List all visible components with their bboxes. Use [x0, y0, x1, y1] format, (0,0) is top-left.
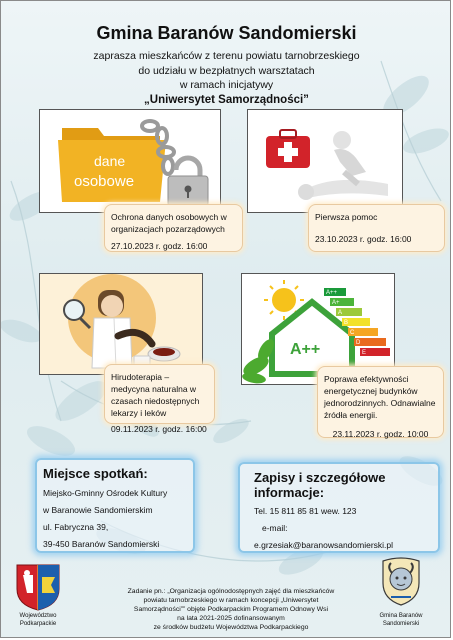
venue-line: Miejsko-Gminny Ośrodek Kultury	[43, 488, 168, 498]
footer-line: ze środków budżetu Województwa Podkarpackiego	[153, 624, 309, 631]
workshop-title: Ochrona danych osobowych w organizacjach pozarządowych	[111, 212, 227, 234]
funding-footer	[101, 587, 361, 632]
svg-text:B: B	[344, 320, 349, 326]
workshop-card-1	[104, 204, 243, 252]
baranow-coat-of-arms-icon	[379, 555, 423, 607]
footer-line: powiatu tarnobrzeskiego w ramach koncepcji „Uniwersytet	[143, 597, 319, 604]
folder-text-1: dane	[94, 153, 126, 169]
svg-text:E: E	[362, 350, 367, 356]
first-aid-illustration	[248, 110, 402, 212]
contact-email-label: e-mail:	[262, 523, 288, 533]
venue-address	[43, 485, 187, 553]
workshop-title: Poprawa efektywności energetycznej budynków jednorodzinnych. Odnawialne źródła energii.	[324, 374, 436, 420]
svg-text:D: D	[356, 340, 361, 346]
invitation-line-2: do udziału w bezpłatnych warsztatach	[138, 64, 315, 77]
footer-line: Zadanie pn.: „Organizacja ogólnodostępnych zajęć dla mieszkańców	[127, 588, 335, 595]
photo-hirudotherapy	[39, 273, 203, 375]
contact-heading-1: Zapisy i szczegółowe	[254, 470, 386, 485]
page-title: Gmina Baranów Sandomierski	[96, 23, 357, 43]
workshop-card-2	[308, 204, 445, 252]
invitation-line-3: w ramach inicjatywy	[179, 79, 274, 91]
svg-text:A: A	[338, 310, 343, 316]
venue-line: w Baranowie Sandomierskim	[43, 505, 153, 515]
photo-first-aid	[247, 109, 403, 213]
right-logo-label: Gmina Baranów Sandomierski	[379, 613, 423, 627]
workshop-date: 27.10.2023 r. godz. 16:00	[111, 241, 208, 251]
venue-line: 39-450 Baranów Sandomierski	[43, 539, 160, 549]
venue-heading: Miejsce spotkań:	[43, 466, 148, 481]
svg-text:A++: A++	[326, 290, 338, 296]
workshop-title: Pierwsza pomoc	[315, 212, 378, 222]
workshop-date: 23.10.2023 r. godz. 16:00	[315, 234, 412, 244]
venue-line: ul. Fabryczna 39,	[43, 522, 109, 532]
leech-therapy-illustration	[40, 274, 202, 374]
left-logo-label: Województwo Podkarpackie	[19, 613, 57, 627]
svg-text:A+: A+	[332, 300, 340, 306]
initiative-name: „Uniwersytet Samorządności”	[144, 93, 309, 106]
footer-line: na lata 2021-2025 dofinansowanym	[177, 615, 285, 622]
contact-heading-2: informacje:	[254, 485, 325, 500]
folder-lock-illustration	[40, 110, 220, 212]
photo-data-folder	[39, 109, 221, 213]
workshop-date: 23.11.2023 r. godz. 10:00	[332, 429, 429, 439]
invitation-line-1: zaprasza mieszkańców z terenu powiatu tarnobrzeskiego	[93, 50, 360, 62]
footer-line: Samorządności”” objęte Podkarpackim Programem Odnowy Wsi	[133, 606, 329, 613]
folder-text-2: osobowe	[74, 173, 135, 190]
podkarpackie-coat-of-arms-icon	[15, 563, 61, 611]
contact-box	[238, 462, 440, 553]
venue-box	[35, 458, 195, 553]
svg-text:C: C	[350, 330, 355, 336]
contact-phone: Tel. 15 811 85 81 wew. 123	[254, 506, 357, 516]
workshop-card-4	[317, 366, 444, 438]
contact-email[interactable]: e.grzesiak@baranowsandomierski.pl	[254, 540, 394, 550]
workshop-title: Hirudoterapia – medycyna naturalna w czasach niedostępnych lekarzy i leków	[111, 372, 200, 418]
invitation-text	[1, 49, 451, 107]
workshop-date: 09.11.2023 r. godz. 16:00	[111, 424, 207, 434]
energy-label: A++	[290, 341, 321, 358]
workshop-card-3	[104, 364, 215, 434]
